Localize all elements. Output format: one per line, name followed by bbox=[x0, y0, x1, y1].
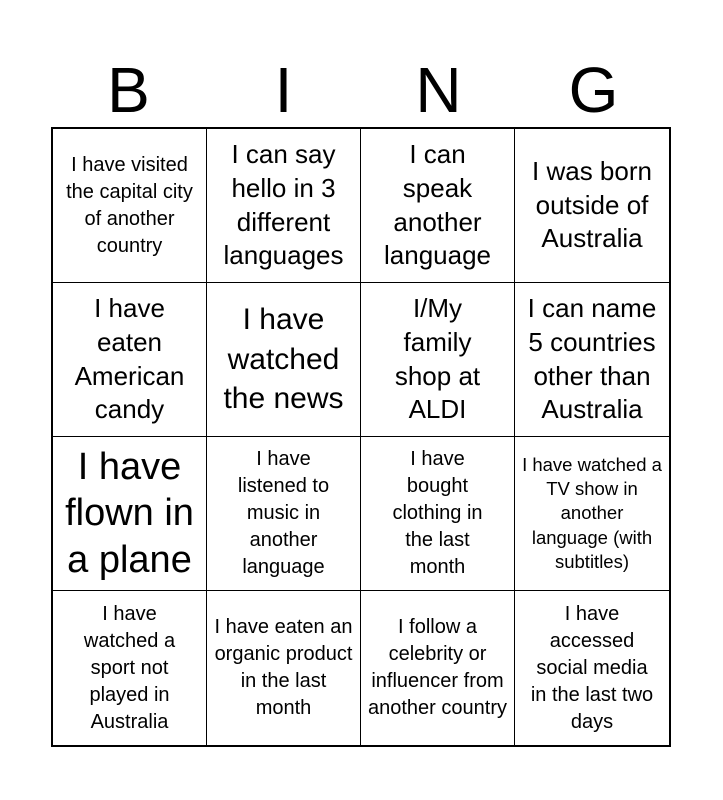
cell-text: I have watched a sport not played in Australia bbox=[83, 602, 176, 733]
cell-text: I/My family shop at ALDI bbox=[394, 292, 481, 425]
cell-text: I have listened to music in another language bbox=[237, 448, 330, 578]
bingo-cell-r3c3[interactable] bbox=[361, 437, 515, 591]
bingo-cell-r2c4[interactable] bbox=[515, 283, 669, 437]
cell-text: I have watched the news bbox=[223, 303, 344, 416]
cell-text: I was born outside of Australia bbox=[532, 155, 652, 254]
bingo-cell-r1c1[interactable] bbox=[53, 129, 207, 283]
bingo-header bbox=[51, 52, 671, 128]
bingo-cell-r4c4[interactable] bbox=[515, 591, 669, 745]
cell-text: I can speak another language bbox=[384, 138, 491, 271]
cell-text: I can name 5 countries other than Australia bbox=[527, 292, 657, 425]
header-letter-n: N bbox=[415, 54, 462, 126]
bingo-cell-r3c4[interactable] bbox=[515, 437, 669, 591]
cell-text: I have visited the capital city of another country bbox=[66, 153, 193, 257]
bingo-cell-r3c2[interactable] bbox=[207, 437, 361, 591]
bingo-cell-r1c4[interactable] bbox=[515, 129, 669, 283]
bingo-board bbox=[51, 127, 671, 747]
bingo-cell-r3c1[interactable] bbox=[53, 437, 207, 591]
cell-text: I have flown in a plane bbox=[65, 445, 194, 581]
bingo-cell-r1c3[interactable] bbox=[361, 129, 515, 283]
header-letter-g: G bbox=[568, 54, 619, 126]
bingo-cell-r4c3[interactable] bbox=[361, 591, 515, 745]
bingo-cell-r2c3[interactable] bbox=[361, 283, 515, 437]
bingo-cell-r2c2[interactable] bbox=[207, 283, 361, 437]
cell-text: I have accessed social media in the last two days bbox=[530, 602, 654, 733]
bingo-cell-r1c2[interactable] bbox=[207, 129, 361, 283]
cell-text: I have eaten American candy bbox=[74, 292, 185, 425]
cell-text: I have bought clothing in the last month bbox=[392, 448, 483, 578]
cell-text: I follow a celebrity or influencer from another country bbox=[368, 616, 507, 719]
bingo-cell-r2c1[interactable] bbox=[53, 283, 207, 437]
cell-text: I have watched a TV show in another language (with subtitles) bbox=[522, 454, 662, 572]
bingo-cell-r4c1[interactable] bbox=[53, 591, 207, 745]
cell-text: I have eaten an organic product in the last month bbox=[214, 616, 353, 719]
cell-text: I can say hello in 3 different languages bbox=[223, 138, 344, 271]
header-letter-i: I bbox=[274, 54, 293, 126]
header-letter-b: B bbox=[107, 54, 150, 126]
bingo-cell-r4c2[interactable] bbox=[207, 591, 361, 745]
